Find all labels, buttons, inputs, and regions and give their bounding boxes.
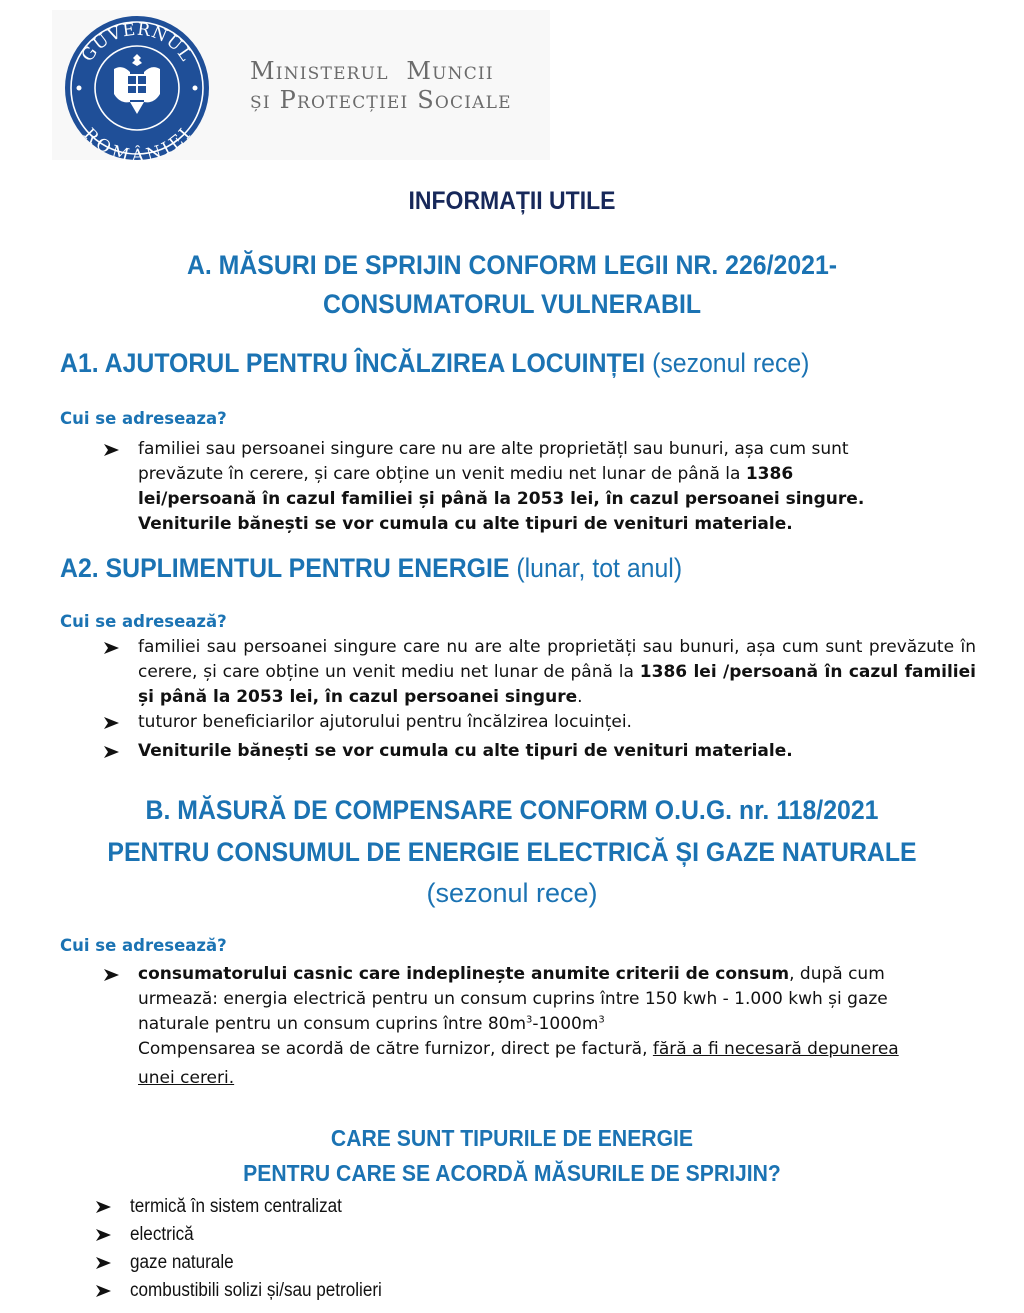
energy-types-heading-line2: PENTRU CARE SE ACORDĂ MĂSURILE DE SPRIJIN?	[243, 1160, 781, 1186]
a2-bullet1-text: familiei sau persoanei singure care nu are alte proprietăți sau bunuri, așa cum sunt prevăzute în cerere, și care obține un venit mediu net lunar de până la	[138, 637, 976, 682]
list-item	[104, 437, 976, 537]
a1-income-family: 1386	[745, 464, 794, 484]
energy-type-label: electrică	[130, 1224, 194, 1245]
b-no-request-text-end: unei cereri.	[138, 1068, 235, 1088]
b-bullet-bold: consumatorului casnic care indeplinește anumite criterii de consum	[138, 964, 790, 984]
arrowhead-bullet-icon	[104, 739, 120, 764]
section-a2-heading	[60, 553, 682, 584]
a1-bullet-line3: lei/persoană în cazul familiei și până la 2053 lei, în cazul persoanei singure.	[138, 489, 865, 509]
section-a2-list	[104, 635, 976, 764]
a1-bullet-line1: familiei sau persoanei singure care nu are alte proprietățl sau bunuri, așa cum sunt	[138, 439, 849, 459]
section-a2-question: Cui se adresează?	[60, 612, 227, 631]
arrowhead-bullet-icon	[96, 1194, 112, 1220]
section-b-heading-line2: PENTRU CONSUMUL DE ENERGIE ELECTRICĂ ȘI GAZE NATURALE	[107, 837, 917, 867]
b-no-request-text: fără a fi necesară depunerea	[652, 1039, 899, 1059]
a2-bullet1-end: .	[577, 687, 583, 707]
section-a-heading-line2: CONSUMATORUL VULNERABIL	[322, 289, 702, 319]
seal-text-top: GUVERNUL	[77, 19, 197, 66]
arrowhead-bullet-icon	[104, 437, 120, 462]
page-title: INFORMAȚII UTILE	[408, 187, 616, 215]
section-b-heading-line3: (sezonul rece)	[426, 878, 598, 908]
arrowhead-bullet-icon	[104, 962, 120, 987]
ministry-name-line1: Ministerul Muncii	[250, 57, 494, 85]
b-compensation-text: Compensarea se acordă de către furnizor, direct pe factură,	[138, 1039, 653, 1059]
a2-bullet3-text: Veniturile bănești se vor cumula cu alte tipuri de venituri materiale.	[138, 741, 793, 761]
section-a1-heading	[60, 348, 809, 379]
list-item	[96, 1222, 968, 1248]
section-a-heading-line1: A. MĂSURI DE SPRIJIN CONFORM LEGII NR. 226/2021-	[186, 250, 838, 280]
arrowhead-bullet-icon	[104, 635, 120, 660]
energy-type-label: combustibili solizi și/sau petrolieri	[130, 1280, 382, 1301]
list-item	[104, 962, 976, 1091]
list-item	[96, 1250, 968, 1276]
ministry-name-line2: și Protecției Sociale	[250, 86, 512, 114]
superscript-3: 3	[598, 1014, 605, 1026]
energy-type-label: termică în sistem centralizat	[130, 1196, 342, 1217]
seal-text-bottom: ROMÂNIEI	[78, 124, 196, 162]
arrowhead-bullet-icon	[104, 710, 120, 735]
b-bullet-line2: urmează: energia electrică pentru un consum cuprins între 150 kwh - 1.000 kwh și gaze	[138, 989, 888, 1009]
a1-bullet-line2-text: prevăzute în cerere, și care obține un venit mediu net lunar de până la	[138, 464, 746, 484]
energy-types-heading-line1: CARE SUNT TIPURILE DE ENERGIE	[330, 1125, 694, 1151]
energy-type-label: gaze naturale	[130, 1252, 234, 1273]
a1-bullet-line4: Veniturile bănești se vor cumula cu alte tipuri de venituri materiale.	[138, 514, 793, 534]
b-bullet-line3	[138, 1012, 976, 1037]
list-item	[104, 635, 976, 710]
b-gas-range-end: -1000m	[532, 1014, 599, 1034]
government-seal-logo	[62, 14, 212, 162]
a2-bullet1-income: 1386 lei /persoană în cazul familiei și până la 2053 lei, în cazul persoanei singure	[138, 662, 976, 707]
section-b-question: Cui se adresează?	[60, 936, 227, 955]
arrowhead-bullet-icon	[96, 1250, 112, 1276]
section-a1-heading-paren: (sezonul rece)	[652, 348, 810, 378]
section-a2-heading-main: A2. SUPLIMENTUL PENTRU ENERGIE	[60, 553, 510, 583]
list-item	[96, 1194, 968, 1220]
arrowhead-bullet-icon	[96, 1222, 112, 1248]
a2-bullet2-text: tuturor beneficiarilor ajutorului pentru încălzirea locuinței.	[138, 712, 632, 732]
list-item	[96, 1278, 968, 1304]
superscript-3: 3	[526, 1014, 533, 1026]
section-a1-heading-main: A1. AJUTORUL PENTRU ÎNCĂLZIREA LOCUINȚEI	[60, 348, 646, 378]
b-gas-range-start: naturale pentru un consum cuprins între 80m	[138, 1014, 527, 1034]
section-b-heading-line1: B. MĂSURĂ DE COMPENSARE CONFORM O.U.G. nr. 118/2021	[145, 795, 879, 825]
list-item	[104, 710, 976, 735]
list-item	[104, 739, 976, 764]
energy-types-list	[96, 1194, 968, 1304]
section-a1-list	[104, 437, 976, 537]
b-bullet-line4	[138, 1037, 976, 1062]
b-bullet-after-bold: , după cum	[789, 964, 885, 984]
section-a2-heading-paren: (lunar, tot anul)	[516, 553, 683, 583]
section-b-list	[104, 962, 976, 1091]
arrowhead-bullet-icon	[96, 1278, 112, 1304]
ministry-name	[250, 57, 512, 115]
a1-bullet-line2	[138, 462, 976, 487]
section-a1-question: Cui se adreseaza?	[60, 409, 227, 428]
